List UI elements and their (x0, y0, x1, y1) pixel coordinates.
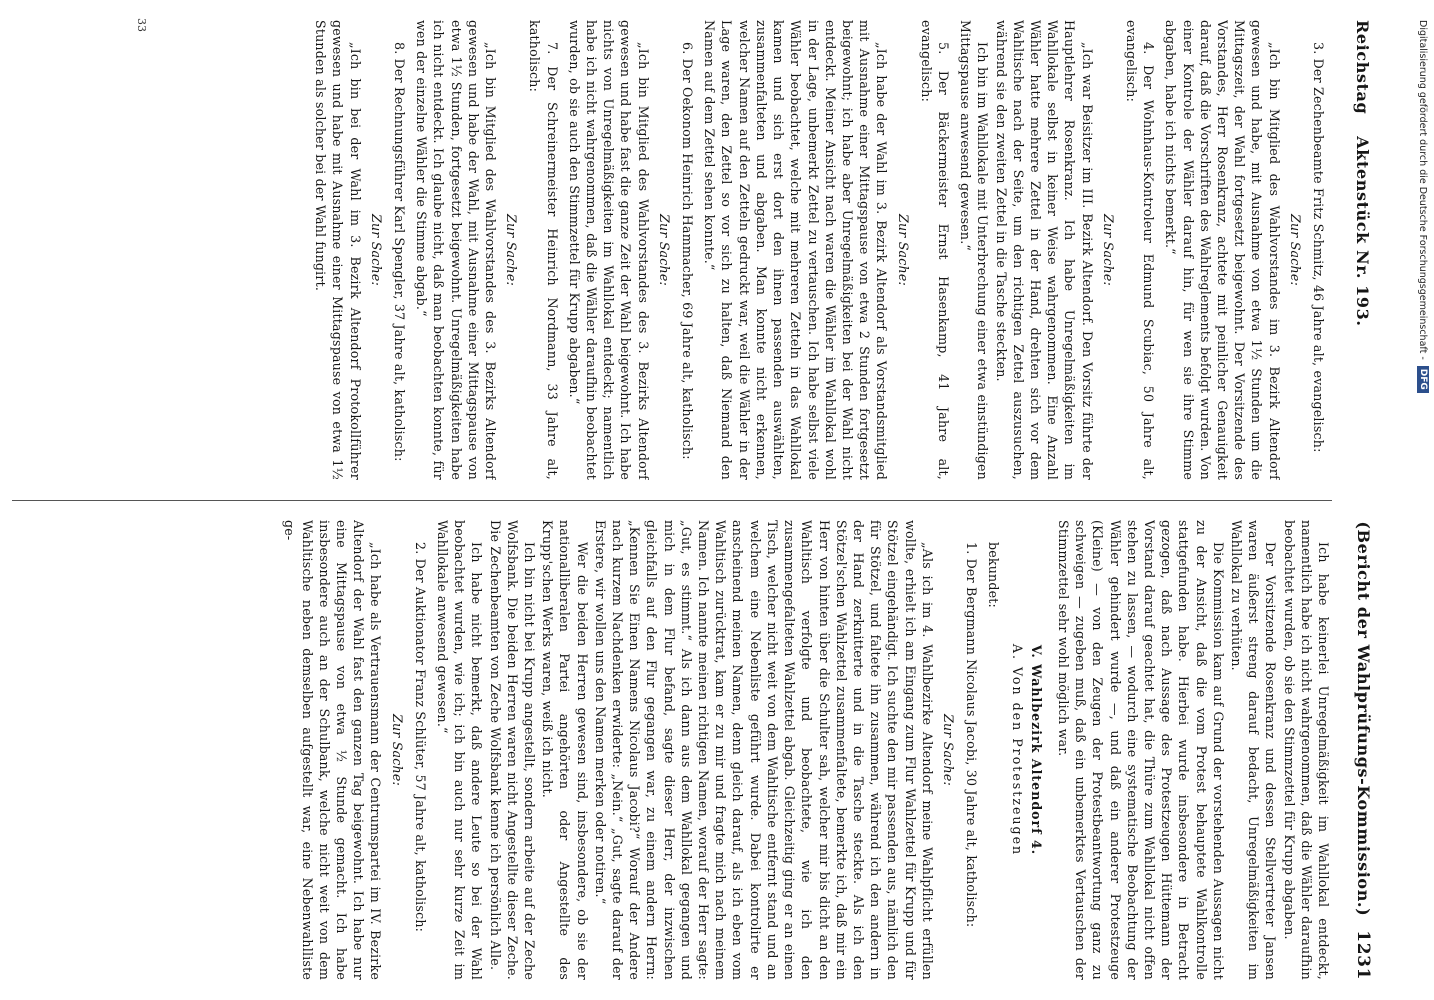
witness-paragraph: 1. Der Bergmann Nicolaus Jacobi, 30 Jahre alt, katholisch: (964, 542, 980, 928)
header-right (1353, 521, 1373, 980)
line-marker: 33 (135, 18, 148, 32)
page-header (1346, 20, 1380, 980)
subhead-paragraph: Zur Sache: (1100, 214, 1116, 286)
right-column (12, 520, 1332, 980)
section-sub-paragraph: A. Von den Protestzeugen (1009, 643, 1025, 857)
subhead-paragraph: Zur Sache: (895, 214, 911, 286)
subhead-paragraph: Zur Sache: (940, 714, 956, 786)
para-paragraph: Der Vorsitzende Rosenkranz und dessen Stellvertreter Jansen waren äußerst streng darauf bedacht, Unregelmäßigkeiten im Wahllokal zu verhüten. (1228, 520, 1279, 980)
para-paragraph: Ich habe keinerlei Unregelmäßigkeit im Wahllokal entdeckt, namentlich habe ich nicht wahrgenommen, daß die Wähler daraufhin beobachtet wurden, ob sie den Stimmzettel für Krupp abgaben. (1281, 520, 1331, 980)
column-divider (12, 500, 1332, 501)
quote-paragraph: „Ich bin Mitglied des Wahlvorstandes des 3. Bezirks Altendorf gewesen und habe fast die ganze Zeit der Wahl beigewohnt. Ich habe nichts von Unregelmäßigkeiten im Wahllokal entdeckt; namentlich habe ich nicht wahrgenommen, daß die Wähler daraufhin beobachtet wurden, ob sie auch den Stimmzettel für Krupp abgaben.“ (566, 20, 651, 480)
para-paragraph: Wer die beiden Herren gewesen sind, insbesondere, ob sie der nationalliberalen Partei angehörten oder Angestellte des Krupp'schen Werks waren, weiß ich nicht. (540, 520, 590, 980)
witness-paragraph: 2. Der Auktionator Franz Schlüter, 57 Jahre alt, katholisch: (412, 542, 428, 933)
rotated-page (0, 20, 1380, 980)
header-title: (Bericht der Wahlprüfungs-Kommission.) (1354, 521, 1373, 917)
quote-paragraph: „Ich bin Mitglied des Wahlvorstandes im 3. Bezirk Altendorf gewesen und habe, mit Ausnahme von etwa 1½ Stunden um die Mittagszeit, der Wahl fortgesetzt beigewohnt. Der Vorsitzende des Vorstandes, Herr Rosenkranz, achtete mit peinlicher Genauigkeit darauf, daß die Vorschriften des Wahlreglements befolgt wurden. Von einer Kontrole der Wähler darauf hin, für wen sie ihre Stimme abgaben, habe ich nichts bemerkt.“ (1163, 20, 1282, 480)
header-reichstag: Reichstag (1353, 20, 1373, 115)
header-left (1354, 20, 1373, 327)
quote-paragraph: „Ich habe der Wahl im 3. Bezirk Altendorf als Vorstandsmitglied mit Ausnahme einer Mittagspause von etwa 2 Stunden fortgesetzt beigewohnt; ich habe aber Unregelmäßigkeiten bei der Wahl nicht entdeckt. Meiner Ansicht nach waren die Wähler im Wahllokal wohl in der Lage, unbemerkt Zettel zu vertauschen. Ich habe selbst viele Wähler beobachtet, welche mit mehreren Zetteln in das Wahllokal kamen und sich erst dort den ihnen passenden auswählten, zusammenfalteten und abgaben. Man konnte nicht erkennen, welcher Namen auf den Zetteln gedruckt war, weil die Wähler in der Lage waren, den Zettel so vor sich zu halten, daß Niemand den Namen auf dem Zettel sehen konnte.“ (702, 20, 890, 480)
witness-paragraph: 7. Der Schreinermeister Heinrich Nordmann, 33 Jahre alt, katholisch: (527, 20, 560, 480)
subhead-paragraph: Zur Sache: (389, 714, 405, 786)
quote-paragraph: „Ich war Beisitzer im III. Bezirk Altendorf. Den Vorsitz führte der Hauptlehrer Rosenkranz. Ich habe Unregelmäßigkeiten im Wahllokale selbst in keiner Weise wahrgenommen. Eine Anzahl Wähler hatte mehrere Zettel in der Hand, drehten sich vor dem Wahltische nach der Seite, um den richtigen Zettel auszusuchen, während sie den zweiten Zettel in die Tasche steckten. (993, 20, 1095, 480)
text-columns (12, 20, 1332, 980)
quote-paragraph: „Ich bin bei der Wahl im 3. Bezirk Altendorf Protokollführer gewesen und habe mit Ausnahme einer Mittagspause von etwa 1½ Stunden als solcher bei der Wahl fungirt. (313, 20, 363, 480)
para-paragraph: bekundet: (986, 542, 1002, 608)
quote-paragraph: „Als ich im 4. Wahlbezirke Altendorf meine Wahlpflicht erfüllen wollte, erhielt ich am Eingang zum Flur Wahlzettel für Krupp und für Stötzel eingehändigt. Ich suchte den mir passenden aus, nämlich den für Stötzel, und faltete ihn zusammen, während ich den andern in der Hand zerknitterte und in die Tasche steckte. Als ich den Stötzel'schen Wahlzettel zusammenfaltete, bemerkte ich, daß mir ein Herr von hinten über die Schulter sah, welcher mir bis dicht an den Wahltisch verfolgte und beobachtete, wie ich den zusammengefalteten Wahlzettel abgab. Gleichzeitig ging er an einen Tisch, welcher nicht weit von dem Wahltische entfernt stand und an welchem eine Nebenliste geführt wurde. Dabei kontrolirte er anscheinend meinen Namen, denn gleich darauf, als ich eben vom Wahltisch zurücktrat, kam er zu mir und fragte mich nach meinem Namen. Ich nannte meinen richtigen Namen, worauf der Herr sagte: „Gut, es stimmt.“ Als ich dann aus dem Wahllokal gegangen und mich in dem Flur befand, sagte dieser Herr, der inzwischen gleichfalls auf den Flur gegangen war, zu einem andern Herrn: „Kennen Sie Einen Namens Nicolaus Jacobi?“ Worauf der Andere nach kurzem Nachdenken erwiderte: „Nein.“ „Gut, sagte darauf der Erstere, wir wollen uns den Namen merken oder notiren.“ (592, 520, 935, 980)
witness-paragraph: 8. Der Rechnungsführer Karl Spengler, 37 Jahre alt, katholisch: (392, 42, 408, 462)
header-document-ref: Aktenstück Nr. 193. (1353, 136, 1373, 327)
para-paragraph: Ich bin nicht bei Krupp angestellt, sondern arbeite auf der Zeche Wolfsbank. Die beiden Herren waren nicht Angestellte dieser Zeche. Die Zechenbeamten von Zeche Wolfsbank kenne ich persönlich Alle. (487, 520, 538, 980)
digitization-credit (1416, 20, 1430, 980)
subhead-paragraph: Zur Sache: (1287, 214, 1303, 286)
para-paragraph: Die Kommission kam auf Grund der vorstehenden Aussagen nicht zu der Ansicht, daß die vom Protest behauptete Wahlkontrolle stattgefunden habe. Hierbei wurde insbesondere in Betracht gezogen, daß nach Aussage des Protestzeugen Hüttemann der Vorstand darauf geachtet hat, die Thüre zum Wahllokal nicht offen stehen zu lassen, — wodurch eine systematische Beobachtung der Wähler gehindert wurde —, und daß ein anderer Protestzeuge (Kleine) — von den Zeugen der Protestbeantwortung ganz zu schweigen — zugeben muß, daß ein unbemerktes Vertauschen der Stimmzettel sehr wohl möglich war. (1055, 520, 1226, 980)
subhead-paragraph: Zur Sache: (656, 214, 672, 286)
witness-paragraph: 5. Der Bäckermeister Ernst Hasenkamp, 41 Jahre alt, evangelisch: (918, 20, 951, 480)
subhead-paragraph: Zur Sache: (504, 214, 520, 286)
witness-paragraph: 3. Der Zechenbeamte Fritz Schmitz, 46 Jahre alt, evangelisch: (1311, 42, 1326, 453)
dfg-logo: DFG (1417, 366, 1429, 393)
quote-paragraph: „Ich bin Mitglied des Wahlvorstandes des 3. Bezirks Altendorf gewesen und habe der Wahl, mit Ausnahme einer Mittagspause von etwa 1½ Stunden, fortgesetzt beigewohnt. Unregelmäßigkeiten habe ich nicht entdeckt. Ich glaube nicht, daß man beobachten konnte, für wen der einzelne Wähler die Stimme abgab.“ (414, 20, 499, 480)
witness-paragraph: 4. Der Wohnhaus-Kontroleur Edmund Scubiac, 50 Jahre alt, evangelisch: (1123, 20, 1157, 480)
page-number: 1231 (1353, 930, 1373, 980)
subhead-paragraph: Zur Sache: (368, 214, 384, 286)
witness-paragraph: 6. Der Oekonom Heinrich Hammacher, 69 Jahre alt, katholisch: (680, 42, 696, 460)
credit-text: Digitalisierung gefördert durch die Deutsche Forschungsgemeinschaft - (1417, 20, 1429, 360)
para-paragraph: Ich bin im Wahllokale mit Unterbrechung einer etwa einstündigen Mittagspause anwesend gewesen.“ (958, 20, 991, 480)
left-column (12, 20, 1332, 480)
quote-paragraph: „Ich habe als Vertrauensmann der Centrumspartei im IV. Bezirke Altendorf der Wahl fast den ganzen Tag beigewohnt. Ich habe nur eine Mittagspause von etwa ½ Stunde gemacht. Ich habe insbesondere auch an der Schulbank, welche nicht weit von dem Wahltische neben demselben aufgestellt war, eine Nebenwahlliste ge- (282, 520, 384, 980)
section-title-paragraph: V. Wahlbezirk Altendorf 4. (1028, 644, 1044, 856)
para-paragraph: Ich habe nicht bemerkt, daß andere Leute so bei der Wahl beobachtet wurden, wie ich; ich bin auch nur sehr kurze Zeit im Wahllokale anwesend gewesen.“ (435, 520, 485, 980)
